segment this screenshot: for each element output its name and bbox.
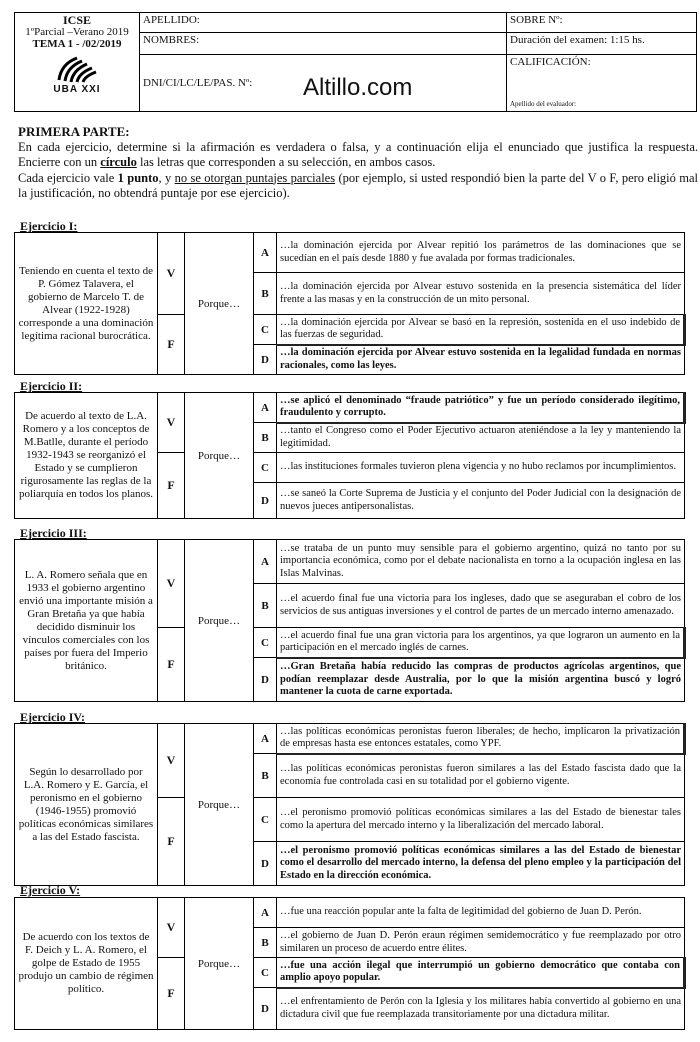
exam-name: 1ºParcial –Verano 2019: [25, 26, 129, 38]
watermark: Altillo.com: [303, 74, 413, 101]
calificacion-field[interactable]: [507, 55, 697, 112]
exercise-5-option-b: …el gobierno de Juan D. Perón eraun régimen semidemocrático y fue reemplazado por otro similaren un proceso de acuerdo entre élites.: [277, 928, 685, 958]
exercise-2-v[interactable]: V: [158, 393, 185, 453]
exercise-5-option-a: …fue una reacción popular ante la falta de legitimidad del gobierno de Juan D. Perón.: [277, 898, 685, 928]
org-name: ICSE: [62, 13, 91, 27]
exercise-4-option-a: …las políticas económicas peronistas fueron liberales; de hecho, implicaron la privatización de empresas hasta ese entonces estatales, como YPF.: [277, 724, 685, 754]
exercise-2-option-c: …las instituciones formales tuvieron plena vigencia y no hubo reclamos por incumplimientos.: [277, 453, 685, 483]
exercise-3-title: Ejercicio III:: [20, 526, 87, 540]
exercise-5-option-d: …el enfrentamiento de Perón con la Iglesia y los militares había convertido al gobierno en una dictadura civil que fue reemplazada transitoriamente por una dictadura militar.: [277, 988, 685, 1030]
exercise-3-option-c: …el acuerdo final fue una gran victoria para los argentinos, ya que lograron un aumento en la participación en el mercado inglés de carnes.: [277, 628, 685, 658]
exercise-5-letter-b[interactable]: B: [254, 928, 277, 958]
exercise-2-option-b: …tanto el Congreso como el Poder Ejecutivo actuaron ateniéndose a la ley y manteniendo la legitimidad.: [277, 423, 685, 453]
apellido-field[interactable]: APELLIDO:: [140, 13, 507, 33]
exercise-3-letter-d[interactable]: D: [254, 658, 277, 702]
exercise-2-option-d: …se saneó la Corte Suprema de Justicia y el conjunto del Poder Judicial con la designación de nuevos jueces antipersonalistas.: [277, 483, 685, 519]
exercise-5-letter-d[interactable]: D: [254, 988, 277, 1030]
exercise-1-letter-c[interactable]: C: [254, 315, 277, 345]
exercise-4-option-d: …el peronismo promovió políticas económicas similares a las del Estado de bienestar como el desarrollo del mercado interno, la defensa del pleno empleo y la participación del Estado en la dirección económica.: [277, 842, 685, 886]
exercise-2-letter-b[interactable]: B: [254, 423, 277, 453]
exercise-1-option-d: …la dominación ejercida por Alvear estuvo sostenida en la legalidad fundada en normas racionales, como las leyes.: [277, 345, 685, 375]
exercise-5-f[interactable]: F: [158, 958, 185, 1030]
exercise-2-f[interactable]: F: [158, 453, 185, 519]
exercise-4-title: Ejercicio IV:: [20, 710, 85, 724]
exercise-3-porque: Porque…: [185, 540, 254, 702]
institution-block: [15, 13, 140, 112]
exercise-3-question: L. A. Romero señala que en 1933 el gobierno argentino envió una importante misión a Gran Bretaña ya que había decidido disminuir los vínculos comerciales con los países por fuera del Imperio británico.: [15, 540, 158, 702]
exercise-4-option-b: …las políticas económicas peronistas fueron similares a las del Estado fascista dado que la economía fue controlada casi en su totalidad por el gobierno vigente.: [277, 754, 685, 798]
exercise-2: [14, 392, 686, 519]
exercise-3-option-a: …se trataba de un punto muy sensible para el gobierno argentino, quizá no tanto por su importancia económica, como por el debate nacionalista en torno a la ocupación inglesa en las Islas Malvinas.: [277, 540, 685, 584]
exercise-1-title: Ejercicio I:: [20, 219, 78, 233]
section-title: PRIMERA PARTE:: [18, 124, 130, 139]
exercise-3-letter-c[interactable]: C: [254, 628, 277, 658]
exercise-2-option-a: …se aplicó el denominado “fraude patriótico” y fue un período considerado ilegítimo, fraudulento y corrupto.: [277, 393, 685, 423]
exercise-3-letter-b[interactable]: B: [254, 584, 277, 628]
exercise-2-title: Ejercicio II:: [20, 379, 83, 393]
evaluador-label: Apellido del evaluador:: [510, 100, 577, 108]
exercise-1-option-c: …la dominación ejercida por Alvear se basó en la represión, sostenida en el uso indebido de las fuerzas de seguridad.: [277, 315, 685, 345]
exercise-2-letter-c[interactable]: C: [254, 453, 277, 483]
exercise-5-letter-a[interactable]: A: [254, 898, 277, 928]
exercise-3-option-d: …Gran Bretaña había reducido las compras de productos agrícolas argentinos, que podían reemplazar desde Australia, por lo que la misión argentina buscó y logró mantener la cuota de carne exportada.: [277, 658, 685, 702]
exercise-4-letter-d[interactable]: D: [254, 842, 277, 886]
exercise-1-question: Teniendo en cuenta el texto de P. Gómez Talavera, el gobierno de Marcelo T. de Alvear (1922-1928) corresponde a una dominación legítima racional burocrática.: [15, 233, 158, 375]
exercise-4-porque: Porque…: [185, 724, 254, 886]
duracion-label: Duración del examen: 1:15 hs.: [507, 33, 697, 55]
sobre-field[interactable]: SOBRE Nº:: [507, 13, 697, 33]
exercise-5-option-c: …fue una acción ilegal que interrumpió un gobierno democrático que contaba con amplio apoyo popular.: [277, 958, 685, 988]
exercise-2-letter-a[interactable]: A: [254, 393, 277, 423]
exercise-1-letter-b[interactable]: B: [254, 273, 277, 315]
exercise-5-v[interactable]: V: [158, 898, 185, 958]
logo-text: UBA XXI: [53, 84, 101, 95]
instruction-paragraph-1: En cada ejercicio, determine si la afirmación es verdadera o falsa, y a continuación elija el enunciado que justifica la respuesta. Encierre con un círculo las letras que corresponden a su selección, en ambos casos.: [18, 139, 698, 169]
exercise-1-v[interactable]: V: [158, 233, 185, 315]
exercise-5-question: De acuerdo con los textos de F. Deich y L. A. Romero, el golpe de Estado de 1955 produjo un cambio de régimen político.: [15, 898, 158, 1030]
exercise-4-option-c: …el peronismo promovió políticas económicas similares a las del Estado de bienestar tales como la apertura del mercado interno y la liberalización del mercado laboral.: [277, 798, 685, 842]
exercise-5-porque: Porque…: [185, 898, 254, 1030]
exercise-3: [14, 539, 686, 702]
nombres-field[interactable]: NOMBRES:: [140, 33, 507, 55]
uba-xxi-logo-icon: [55, 54, 99, 84]
exercise-1-letter-d[interactable]: D: [254, 345, 277, 375]
exercise-3-f[interactable]: F: [158, 628, 185, 702]
instruction-paragraph-2: Cada ejercicio vale 1 punto, y no se otorgan puntajes parciales (por ejemplo, si usted respondió bien la parte del V o F, pero eligió mal la justificación, no obtendrá puntaje por ese ejercicio).: [18, 170, 698, 200]
exercise-3-letter-a[interactable]: A: [254, 540, 277, 584]
exercise-1-option-b: …la dominación ejercida por Alvear estuvo sostenida en la presencia sistemática del líder frente a las masas y en la construcción de un mito personal.: [277, 273, 685, 315]
exercise-4: [14, 723, 686, 886]
calificacion-label: CALIFICACIÓN:: [510, 56, 591, 68]
exercise-1-f[interactable]: F: [158, 315, 185, 375]
exercise-5-title: Ejercicio V:: [20, 883, 81, 897]
exercise-4-v[interactable]: V: [158, 724, 185, 798]
dni-field[interactable]: DNI/CI/LC/LE/PAS. Nº:: [140, 55, 507, 112]
exercise-3-option-b: …el acuerdo final fue una victoria para los ingleses, dado que se aseguraban el cobro de los servicios de sus antiguas inversiones y el control de partes de un mercado interno amenazado.: [277, 584, 685, 628]
exercise-1: [14, 232, 686, 375]
exercise-4-f[interactable]: F: [158, 798, 185, 886]
exercise-4-letter-c[interactable]: C: [254, 798, 277, 842]
exercise-1-letter-a[interactable]: A: [254, 233, 277, 273]
exercise-1-option-a: …la dominación ejercida por Alvear repitió los parámetros de las dominaciones que se sucedían en el país desde 1880 y fue avalada por formas tradicionales.: [277, 233, 685, 273]
exercise-2-letter-d[interactable]: D: [254, 483, 277, 519]
exercise-1-porque: Porque…: [185, 233, 254, 375]
exercise-3-v[interactable]: V: [158, 540, 185, 628]
exercise-2-porque: Porque…: [185, 393, 254, 519]
tema-label: TEMA 1 - /02/2019: [32, 38, 122, 50]
instructions: [18, 124, 698, 202]
exercise-5: [14, 897, 686, 1030]
exercise-5-letter-c[interactable]: C: [254, 958, 277, 988]
exercise-4-letter-b[interactable]: B: [254, 754, 277, 798]
exercise-4-letter-a[interactable]: A: [254, 724, 277, 754]
exercise-4-question: Según lo desarrollado por L.A. Romero y E. García, el peronismo en el gobierno (1946-1955) promovió políticas económicas similares a las del Estado fascista.: [15, 724, 158, 886]
exercise-2-question: De acuerdo al texto de L.A. Romero y a los conceptos de M.Batlle, durante el período 1932-1943 se reorganizó el Estado y se cumplieron rigurosamente las reglas de la poliarquía en todos los planos.: [15, 393, 158, 519]
